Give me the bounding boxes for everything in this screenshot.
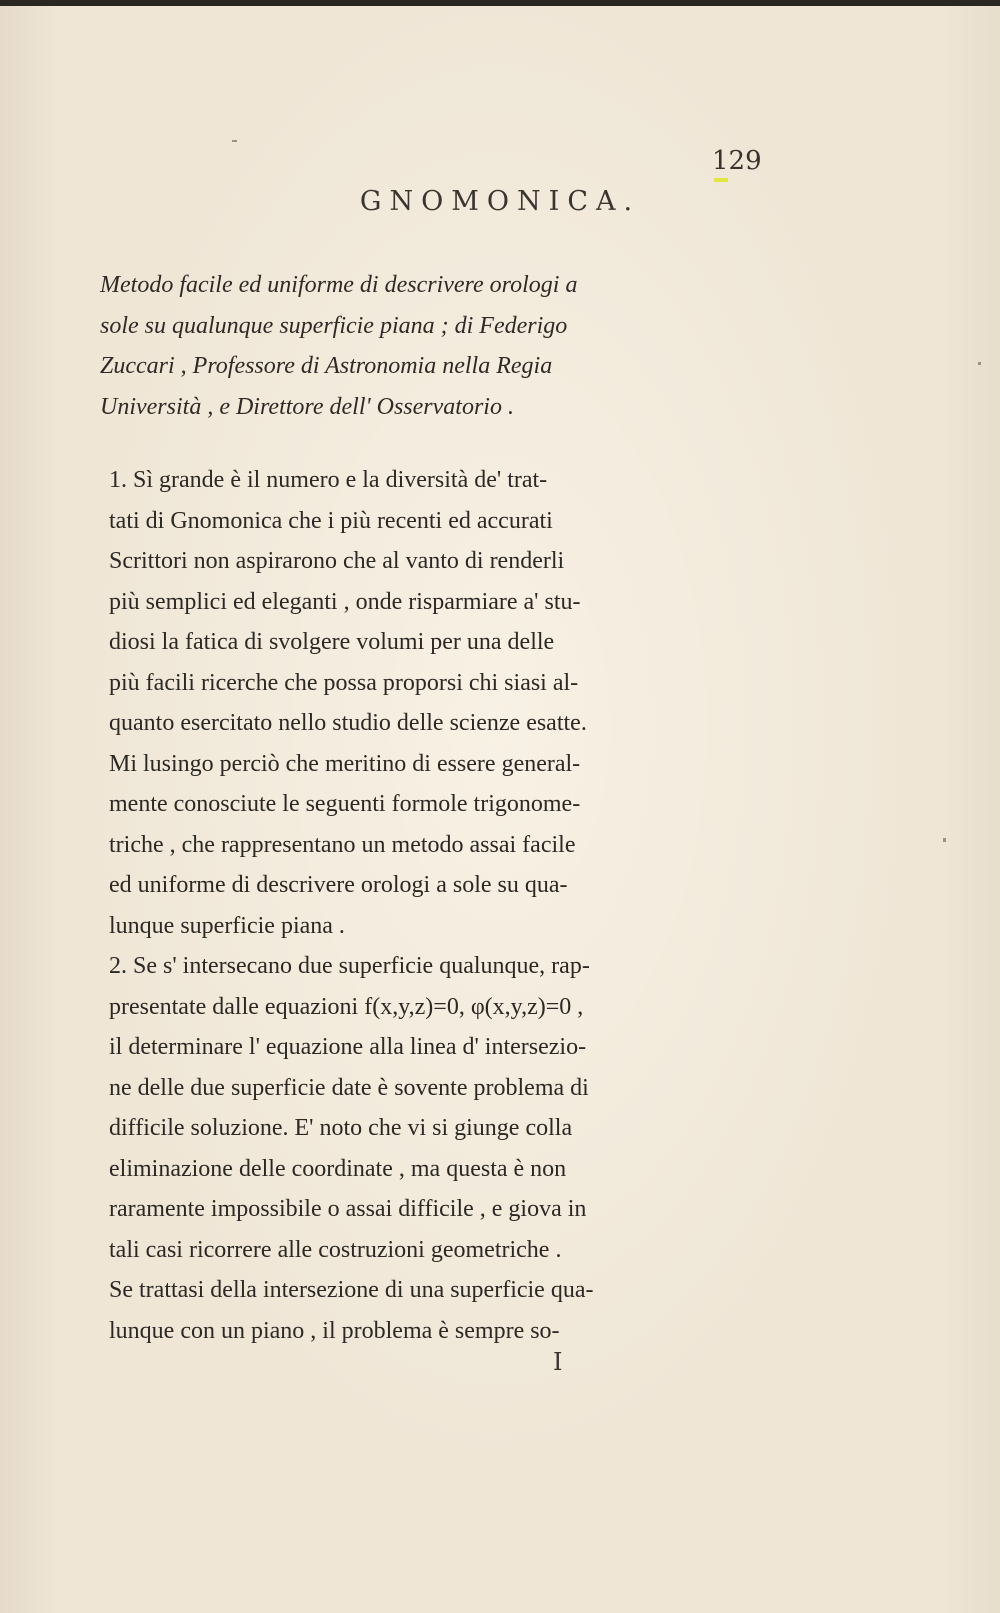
body-line: tati di Gnomonica che i più recenti ed accurati [109, 507, 553, 534]
body-line: difficile soluzione. E' noto che vi si giunge colla [109, 1115, 573, 1141]
body-line: ne delle due superficie date è sovente problema di [109, 1074, 589, 1101]
body-line: triche , che rappresentano un metodo assai facile [109, 831, 576, 858]
paper-speck [978, 362, 981, 365]
subtitle-line: Zuccari , Professore di Astronomia nella Regia [100, 353, 553, 379]
body-line: eliminazione delle coordinate , ma questa è non [109, 1155, 567, 1182]
body-line: presentate dalle equazioni f(x,y,z)=0, φ(x,y,z)=0 , [109, 993, 584, 1020]
body-line: quanto esercitato nello studio delle scienze esatte. [109, 710, 587, 736]
yellow-mark [714, 178, 728, 182]
body-line: Scrittori non aspirarono che al vanto di renderli [109, 548, 565, 574]
body-line: più facili ricerche che possa proporsi chi siasi al- [109, 669, 579, 696]
subtitle-line: Metodo facile ed uniforme di descrivere orologi a [100, 272, 578, 298]
page-title: GNOMONICA. [359, 186, 641, 217]
body-line: Se trattasi della intersezione di una superficie qua- [109, 1277, 594, 1303]
body-line: 1. Sì grande è il numero e la diversità de' trat- [109, 467, 548, 493]
body-line: lunque superficie piana . [109, 912, 345, 939]
body-line: il determinare l' equazione alla linea d' intersezio- [109, 1034, 587, 1060]
body-line: più semplici ed eleganti , onde risparmiare a' stu- [109, 588, 581, 615]
paper-speck [943, 838, 946, 842]
body-line: tali casi ricorrere alle costruzioni geometriche . [109, 1236, 562, 1263]
body-line: Mi lusingo perciò che meritino di essere general- [109, 750, 581, 777]
body-line: lunque con un piano , il problema è sempre so- [109, 1317, 560, 1344]
body-line: diosi la fatica di svolgere volumi per una delle [109, 629, 555, 655]
page-number: 129 [712, 146, 762, 176]
page-top-edge [0, 0, 1000, 6]
body-line: ed uniforme di descrivere orologi a sole su qua- [109, 872, 568, 898]
subtitle-line: Università , e Direttore dell' Osservatorio . [100, 393, 514, 420]
body-line: mente conosciute le seguenti formole trigonome- [109, 791, 581, 817]
body-line: 2. Se s' intersecano due superficie qualunque, rap- [109, 953, 590, 979]
article-subtitle [100, 265, 780, 427]
body-text [109, 460, 789, 1351]
paper-speck [232, 140, 237, 142]
body-line: raramente impossibile o assai difficile , e giova in [109, 1196, 587, 1222]
subtitle-line: sole su qualunque superficie piana ; di Federigo [100, 312, 568, 339]
signature-mark: I [553, 1348, 563, 1376]
